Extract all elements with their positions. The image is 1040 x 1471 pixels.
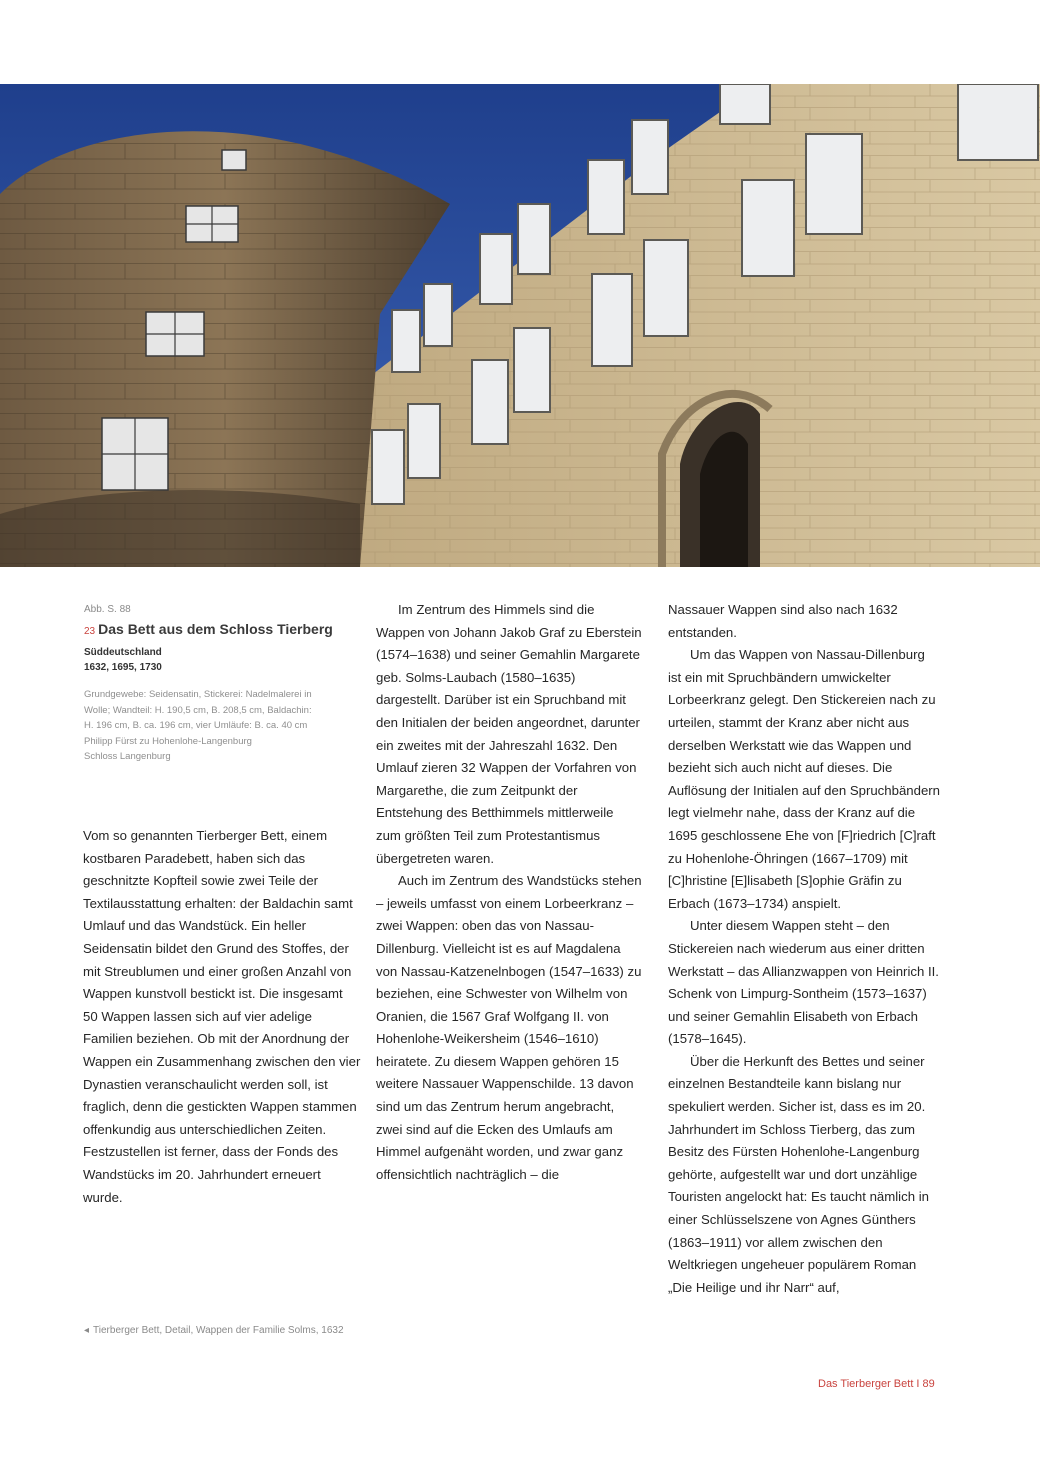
paragraph: Nassauer Wappen sind also nach 1632 entstanden. bbox=[668, 602, 898, 640]
figure-caption bbox=[84, 604, 354, 765]
arrow-left-icon: ◂ bbox=[84, 1325, 90, 1336]
page-footer: Das Tierberger Bett I 89 bbox=[818, 1378, 935, 1390]
detail-line: Schloss Langenburg bbox=[84, 751, 171, 762]
text-column-2 bbox=[376, 599, 642, 1186]
paragraph: Unter diesem Wappen steht – den Stickereien nach wiederum aus einer dritten Werkstatt – das Allianzwappen von Heinrich II. Schenk von Limpurg-Sontheim (1573–1637) und seiner Gemahlin Elisabeth von Erbach (1578–1645). bbox=[668, 918, 939, 1047]
text-column-3 bbox=[668, 599, 940, 1299]
detail-line: Wolle; Wandteil: H. 190,5 cm, B. 208,5 cm, Baldachin: bbox=[84, 704, 312, 716]
catalog-origin: Süddeutschland bbox=[84, 647, 162, 658]
catalog-title-text: Das Bett aus dem Schloss Tierberg bbox=[98, 621, 333, 637]
catalog-number: 23 bbox=[84, 626, 96, 637]
catalog-title bbox=[84, 621, 354, 637]
detail-line: Grundgewebe: Seidensatin, Stickerei: Nadelmalerei in bbox=[84, 689, 312, 700]
paragraph: Im Zentrum des Himmels sind die Wappen von Johann Jakob Graf zu Eberstein (1574–1638) und seiner Gemahlin Margarete geb. Solms-Laubach (1580–1635) dargestellt. Darüber ist ein Spruchband mit den Initialen der beiden angeordnet, darunter ein zweites mit der Jahreszahl 1632. Den Umlauf zieren 32 Wappen der Vorfahren von Margarethe, die zum Zeitpunkt der Entstehung des Betthimmels mittlerweile zum größten Teil zum Protestantismus übergetreten waren. bbox=[376, 602, 642, 866]
text-column-1 bbox=[83, 825, 361, 1209]
figure-reference: Abb. S. 88 bbox=[84, 604, 131, 615]
image-caption bbox=[84, 1325, 344, 1336]
paragraph: Über die Herkunft des Bettes und seiner einzelnen Bestandteile kann bislang nur spekuliert werden. Sicher ist, dass es im 20. Jahrhundert im Schloss Tierberg, das zum Besitz des Fürsten Hohenlohe-Langenburg gehörte, aufgestellt war und dort unzählige Touristen angelockt hat: Es taucht nämlich in einer Schlüsselszene von Agnes Günthers (1863–1911) vor allem zwischen den Weltkriegen ungeheuer populärem Roman „Die Heilige und ihr Narr“ auf, bbox=[668, 1053, 929, 1295]
paragraph: Auch im Zentrum des Wandstücks stehen – jeweils umfasst von einem Lorbeerkranz – zwei Wappen: oben das von Nassau-Dillenburg. Vielleicht ist es auf Magdalena von Nassau-Katzenelnbogen (1547–1633) zu beziehen, eine Schwester von Wilhelm von Oranien, die 1567 Graf Wolfgang II. von Hohenlohe-Weikersheim (1546–1610) heiratete. Zu diesem Wappen gehören 15 weitere Nassauer Wappenschilde. 13 davon sind um das Zentrum herum angebracht, zwei sind auf die Ecken des Umlaufs am Himmel aufgenäht worden, und zwar ganz offensichtlich nachträglich – die bbox=[376, 873, 642, 1182]
catalog-details bbox=[84, 687, 354, 765]
paragraph: Um das Wappen von Nassau-Dillenburg ist ein mit Spruchbändern umwickelter Lorbeerkranz gelegt. Den Stickereien nach zu urteilen, stammt der Kranz aber nicht aus derselben Werkstatt wie das Wappen und bezieht sich auch nicht auf dieses. Die Auflösung der Initialen auf den Spruchbändern legt vielmehr nahe, dass der Kranz auf die 1695 geschlossene Ehe von [F]riedrich [C]raft zu Hohenlohe-Öhringen (1667–1709) mit [C]hristine [E]lisabeth [S]ophie Gräfin zu Erbach (1673–1734) anspielt. bbox=[668, 647, 941, 911]
catalog-dates: 1632, 1695, 1730 bbox=[84, 662, 162, 673]
castle-photo bbox=[0, 84, 1040, 567]
detail-line: H. 196 cm, B. ca. 196 cm, vier Umläufe: B. ca. 40 cm bbox=[84, 720, 308, 731]
paragraph: Vom so genannten Tierberger Bett, einem kostbaren Paradebett, haben sich das geschnitzte Kopfteil sowie zwei Teile der Textilausstattung erhalten: der Baldachin samt Umlauf und das Wandstück. Ein heller Seidensatin bildet den Grund des Stoffes, der mit Streublumen und einer großen Anzahl von Wappen kunstvoll bestickt ist. Die insgesamt 50 Wappen lassen sich auf vier adelige Familien beziehen. Ob mit der Anordnung der Wappen ein Zusammenhang zwischen den vier Dynastien veranschaulicht werden soll, ist fraglich, denn die gestickten Wappen stammen offenkundig aus unterschiedlichen Zeiten. Festzustellen ist ferner, dass der Fonds des Wandstücks im 20. Jahrhundert erneuert wurde. bbox=[83, 828, 361, 1205]
image-caption-text: Tierberger Bett, Detail, Wappen der Familie Solms, 1632 bbox=[93, 1325, 344, 1336]
detail-line: Philipp Fürst zu Hohenlohe-Langenburg bbox=[84, 735, 252, 747]
